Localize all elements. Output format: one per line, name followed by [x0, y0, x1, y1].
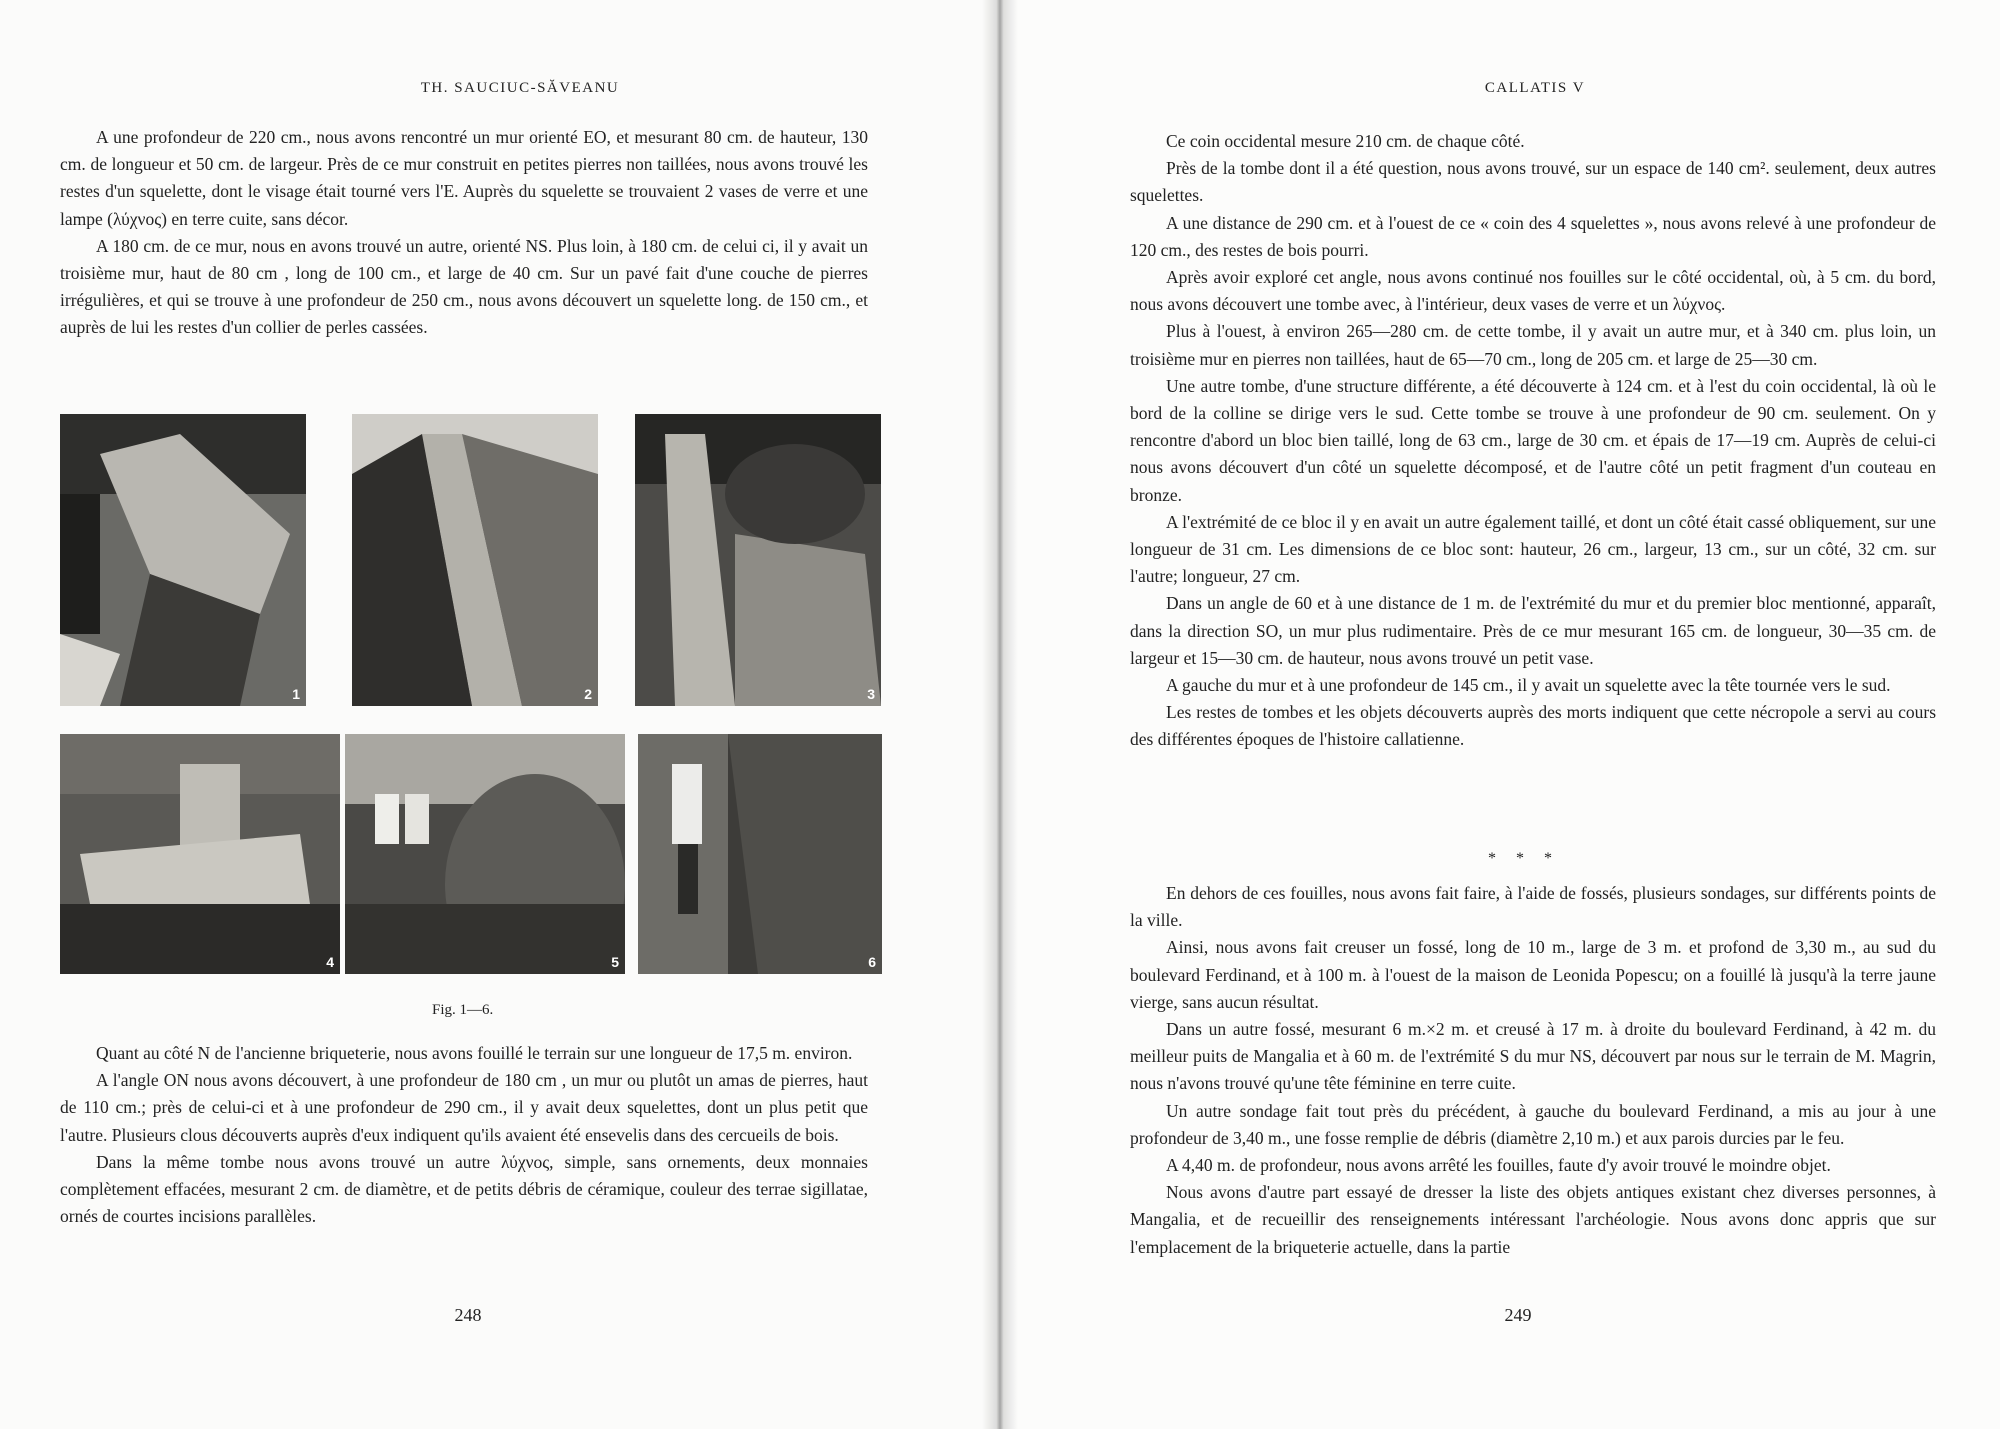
photo-number: 3 [867, 686, 875, 702]
paragraph: Plus à l'ouest, à environ 265—280 cm. de cette tombe, il y avait un autre mur, et à 340 cm. plus loin, un troisième mur en pierres non taillées, haut de 65—70 cm., long de 205 cm. et large de 25—30 cm. [1130, 321, 1936, 369]
photo-number: 4 [326, 954, 334, 970]
paragraph: Après avoir exploré cet angle, nous avons continué nos fouilles sur le côté occidental, où, à 5 cm. du bord, nous avons découvert une tombe avec, à l'intérieur, deux vases de verre et un λύχνος. [1130, 267, 1936, 315]
page-number-right: 249 [1504, 1305, 1532, 1325]
left-text-bottom [60, 1040, 868, 1230]
paragraph: Dans la même tombe nous avons trouvé un autre λύχνος, simple, sans ornements, deux monnaies complètement effacées, mesurant 2 cm. de diamètre, et de petits débris de céramique, couleur des terrae sigillatae, ornés de courtes incisions parallèles. [60, 1151, 868, 1227]
photo-5 [345, 734, 625, 974]
paragraph: Les restes de tombes et les objets découverts auprès des morts indiquent que cette nécropole a servi au cours des différentes époques de l'histoire callatienne. [1130, 702, 1936, 750]
photo-number: 2 [584, 686, 592, 702]
paragraph: Ce coin occidental mesure 210 cm. de chaque côté. [1166, 131, 1525, 151]
section-separator: * * * [1488, 850, 1560, 867]
photo-6 [638, 734, 882, 974]
photo-plate [60, 414, 880, 974]
paragraph: Nous avons d'autre part essayé de dresser la liste des objets antiques existant chez diverses personnes, à Mangalia, et de recueillir des renseignements intéressant l'archéologie. Nous avons donc appris que sur l'emplacement de la briqueterie actuelle, dans la partie [1130, 1182, 1936, 1257]
running-head-left: TH. SAUCIUC-SĂVEANU [420, 80, 620, 96]
figure-caption: Fig. 1—6. [432, 1002, 494, 1018]
paragraph: Ainsi, nous avons fait creuser un fossé, long de 10 m., large de 3 m. et profond de 3,30 m., au sud du boulevard Ferdinand, et à 100 m. à l'ouest de la maison de Leonida Popescu; on a fouillé là jusqu'à la terre jaune vierge, sans aucun résultat. [1130, 937, 1936, 1012]
photo-4 [60, 734, 340, 974]
running-head-right: CALLATIS V [1484, 80, 1586, 96]
photo-1 [60, 414, 306, 706]
paragraph: A une profondeur de 220 cm., nous avons rencontré un mur orienté EO, et mesurant 80 cm. de hauteur, 130 cm. de longueur et 50 cm. de largeur. Près de ce mur construit en petites pierres non taillées, nous avons trouvé les restes d'un squelette, dont le visage était tourné vers l'E. Auprès du squelette se trouvaient 2 vases de verre et une lampe (λύχνος) en terre cuite, sans décor. [60, 127, 868, 229]
paragraph: Un autre sondage fait tout près du précédent, à gauche du boulevard Ferdinand, a mis au jour à une profondeur de 3,40 m., une fosse remplie de débris (diamètre 2,10 m.) et aux parois durcies par le feu. [1130, 1100, 1936, 1148]
paragraph: Dans un angle de 60 et à une distance de 1 m. de l'extrémité du mur et du premier bloc mentionné, apparaît, dans la direction SO, un mur plus rudimentaire. Près de ce mur mesurant 165 cm. de longueur, 30—35 cm. de largeur et 15—30 cm. de hauteur, nous avons trouvé un petit vase. [1130, 593, 1936, 668]
paragraph: Quant au côté N de l'ancienne briqueterie, nous avons fouillé le terrain sur une longueur de 17,5 m. environ. [96, 1043, 853, 1063]
paragraph: A 4,40 m. de profondeur, nous avons arrêté les fouilles, faute d'y avoir trouvé le moindre objet. [1166, 1155, 1831, 1176]
photo-2 [352, 414, 598, 706]
right-text-lower [1130, 880, 1936, 1261]
page-number-left: 248 [454, 1305, 482, 1325]
paragraph: A l'extrémité de ce bloc il y en avait un autre également taillé, et dont un côté était cassé obliquement, sur une longueur de 31 cm. Les dimensions de ce bloc sont: hauteur, 26 cm., largeur, 13 cm., sur un côté, 32 cm. sur l'autre; longueur, 27 cm. [1130, 511, 1936, 587]
left-text-top [60, 124, 868, 342]
photo-number: 6 [868, 954, 876, 970]
paragraph: Dans un autre fossé, mesurant 6 m.×2 m. et creusé à 17 m. à droite du boulevard Ferdinand, à 42 m. du meilleur puits de Mangalia et à 60 m. de l'extrémité S du mur NS, découvert par nous sur le terrain de M. Magrin, nous n'avons trouvé qu'une tête féminine en terre cuite. [1130, 1019, 1936, 1094]
paragraph: A 180 cm. de ce mur, nous en avons trouvé un autre, orienté NS. Plus loin, à 180 cm. de celui ci, il y avait un troisième mur, haut de 80 cm , long de 100 cm., et large de 40 cm. Sur un pavé fait d'une couche de pierres irrégulières, et qui se trouve à une profondeur de 250 cm., nous avons découvert un squelette long. de 150 cm., et auprès de lui les restes d'un collier de perles cassées. [60, 235, 868, 338]
paragraph: En dehors de ces fouilles, nous avons fait faire, à l'aide de fossés, plusieurs sondages, sur différents points de la ville. [1130, 883, 1936, 931]
paragraph: Près de la tombe dont il a été question, nous avons trouvé, sur un espace de 140 cm². seulement, deux autres squelettes. [1130, 158, 1936, 206]
paragraph: A gauche du mur et à une profondeur de 145 cm., il y avait un squelette avec la tête tournée vers le sud. [1166, 675, 1891, 696]
paragraph: Une autre tombe, d'une structure différente, a été découverte à 124 cm. et à l'est du coin occidental, là où le bord de la colline se dirige vers le sud. Cette tombe se trouve à une profondeur de 90 cm. seulement. On y rencontre d'abord un bloc bien taillé, long de 63 cm., large de 30 cm. et épais de 17—19 cm. Auprès de celui-ci nous avons découvert d'un côté un squelette décomposé, et de l'autre côté un petit fragment d'un couteau en bronze. [1130, 375, 1936, 505]
photo-3 [635, 414, 881, 706]
photo-number: 1 [292, 686, 300, 702]
right-text-main [1130, 128, 1936, 754]
paragraph: A une distance de 290 cm. et à l'ouest de ce « coin des 4 squelettes », nous avons relevé à une profondeur de 120 cm., des restes de bois pourri. [1130, 212, 1936, 260]
paragraph: A l'angle ON nous avons découvert, à une profondeur de 180 cm , un mur ou plutôt un amas de pierres, haut de 110 cm.; près de celui-ci et à une profondeur de 290 cm., il y avait deux squelettes, dont un plus petit que l'autre. Plusieurs clous découverts auprès d'eux indiquent qu'ils avaient été ensevelis dans des cercueils de bois. [60, 1070, 868, 1145]
photo-number: 5 [611, 954, 619, 970]
